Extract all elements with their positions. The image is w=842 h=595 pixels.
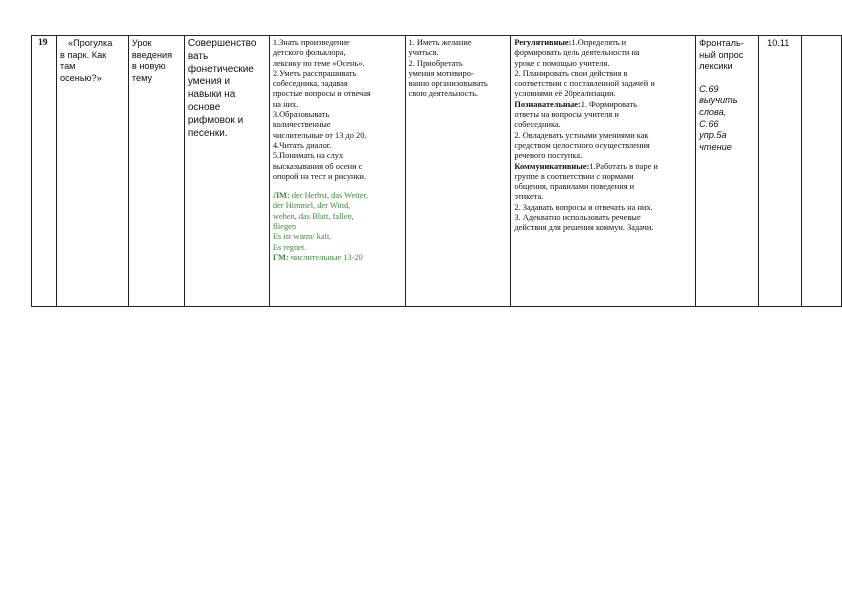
goal-cell xyxy=(184,36,269,307)
cognitive-line: средством целостного осуществления xyxy=(514,140,650,150)
spacer xyxy=(699,73,755,84)
cognitive-line: собеседника. xyxy=(514,120,561,130)
regulative-label: Регулятивные: xyxy=(514,38,572,47)
grammar-text: числительные 13-20 xyxy=(288,252,363,262)
subject-line: простые вопросы и отвечая xyxy=(272,89,371,99)
lesson-type-line: введения xyxy=(131,49,173,60)
goal-line: фонетические xyxy=(187,63,254,75)
goal-line: умения и xyxy=(187,76,231,88)
control-homework-cell xyxy=(696,36,759,307)
grammar-label: ГМ: xyxy=(272,252,289,262)
personal-line: 1. Иметь желание xyxy=(408,38,472,47)
subject-line: собеседника, задавая xyxy=(272,79,348,89)
grammar-line xyxy=(273,253,402,263)
goal-line: основе xyxy=(187,101,221,113)
personal-line: умения мотивиро- xyxy=(408,68,474,78)
regulative-heading xyxy=(514,38,692,48)
vocab-line: Es regnet. xyxy=(272,242,307,252)
lesson-plan-table xyxy=(31,35,842,307)
vocab-line: der Himmel, der Wind, xyxy=(272,201,351,211)
topic-cell xyxy=(56,36,128,307)
row-number: 19 xyxy=(32,36,57,307)
subject-line: 3.Образовывать xyxy=(272,110,330,120)
communicative-heading xyxy=(514,162,692,172)
subject-line: детского фольклора, xyxy=(272,48,346,58)
topic-line: «Прогулка xyxy=(67,38,113,48)
regulative-line: соответствии с поставленной задачей и xyxy=(514,79,655,89)
subject-results-cell xyxy=(269,36,405,307)
vocab-line: fliegen xyxy=(272,222,297,232)
subject-line: на них. xyxy=(272,99,299,109)
vocab-line: wehen, das Blatt, fallen, xyxy=(272,211,354,221)
vocab-line xyxy=(273,191,402,201)
subject-line: 1.Знать произведение xyxy=(272,38,350,47)
communicative-label: Коммуникативные: xyxy=(514,161,590,171)
homework-line: слова, xyxy=(699,106,727,117)
cognitive-line: 2. Овладевать устными умениями как xyxy=(514,130,649,140)
homework-line: выучить xyxy=(699,95,738,106)
communicative-text: 1.Работать в паре и xyxy=(589,161,658,171)
homework-line: чтение xyxy=(699,141,732,152)
communicative-line: общения, правилами поведения и xyxy=(514,182,635,192)
cognitive-heading xyxy=(514,100,692,110)
regulative-line: формировать цель деятельности на xyxy=(514,48,640,58)
homework-line: упр.5а xyxy=(699,130,727,141)
topic-line: в парк. Как xyxy=(59,49,107,60)
lesson-type-line: Урок xyxy=(131,38,152,48)
subject-line: высказывания об осени с xyxy=(272,161,363,171)
cognitive-text: 1. Формировать xyxy=(580,99,638,109)
personal-line: учиться. xyxy=(408,48,439,58)
subject-line: количественные xyxy=(272,120,331,130)
topic-line: осенью?» xyxy=(59,72,102,83)
regulative-line: условиями её 20реализации. xyxy=(514,89,616,99)
goal-line: песенки. xyxy=(187,127,228,139)
communicative-line: этикета. xyxy=(514,192,544,202)
goal-line: навыки на xyxy=(187,89,236,101)
communicative-line: 3. Адекватно использовать речевые xyxy=(514,213,641,223)
homework-line: С.66 xyxy=(699,118,719,129)
vocab-text: der Herbst, das Wetter, xyxy=(289,191,369,201)
subject-line: 2.Уметь расспрашивать xyxy=(272,68,357,78)
control-line: ный опрос xyxy=(699,49,744,60)
personal-line: ванно организовывать xyxy=(408,79,488,89)
cognitive-line: речевого поступка. xyxy=(514,151,583,161)
cognitive-line: ответы на вопросы учителя и xyxy=(514,110,619,120)
control-line: лексики xyxy=(699,61,733,72)
spacer xyxy=(273,182,402,191)
lesson-type-line: тему xyxy=(131,72,153,83)
empty-cell xyxy=(802,36,842,307)
communicative-line: действия для решения коммун. Задачи. xyxy=(514,223,654,233)
lesson-type-line: в новую xyxy=(131,61,166,72)
date-cell: 10.11 xyxy=(759,36,802,307)
personal-line: 2. Приобретать xyxy=(408,58,463,68)
regulative-line: 2. Планировать свои действия в xyxy=(514,68,628,78)
vocab-label: ЛМ: xyxy=(272,191,290,201)
table-row xyxy=(32,36,842,307)
lesson-type-cell xyxy=(128,36,184,307)
control-line: Фронталь- xyxy=(699,38,744,48)
meta-results-cell xyxy=(511,36,696,307)
vocab-line: Es ist warm/ kalt. xyxy=(272,232,332,242)
subject-line: 5.Понимать на слух xyxy=(272,151,344,161)
subject-line: опорой на тест и рисунки. xyxy=(272,171,367,181)
topic-line: там xyxy=(59,61,76,72)
communicative-line: группе в соответствии с нормами xyxy=(514,171,634,181)
personal-results-cell xyxy=(405,36,511,307)
goal-line: Совершенство xyxy=(187,38,257,49)
regulative-line: уроке с помощью учителя. xyxy=(514,58,610,68)
subject-line: лексику по теме «Осень». xyxy=(272,58,365,68)
subject-line: числительные от 13 до 20. xyxy=(272,130,367,140)
communicative-line: 2. Задавать вопросы и отвечать на них. xyxy=(514,202,653,212)
subject-line: 4.Читать диалог. xyxy=(272,140,332,150)
regulative-text: 1.Определять и xyxy=(571,38,627,47)
personal-line: свою деятельность. xyxy=(408,89,479,99)
goal-line: рифмовок и xyxy=(187,114,244,126)
goal-line: вать xyxy=(187,50,209,62)
homework-line: С.69 xyxy=(699,83,719,94)
cognitive-label: Познавательные: xyxy=(514,99,581,109)
